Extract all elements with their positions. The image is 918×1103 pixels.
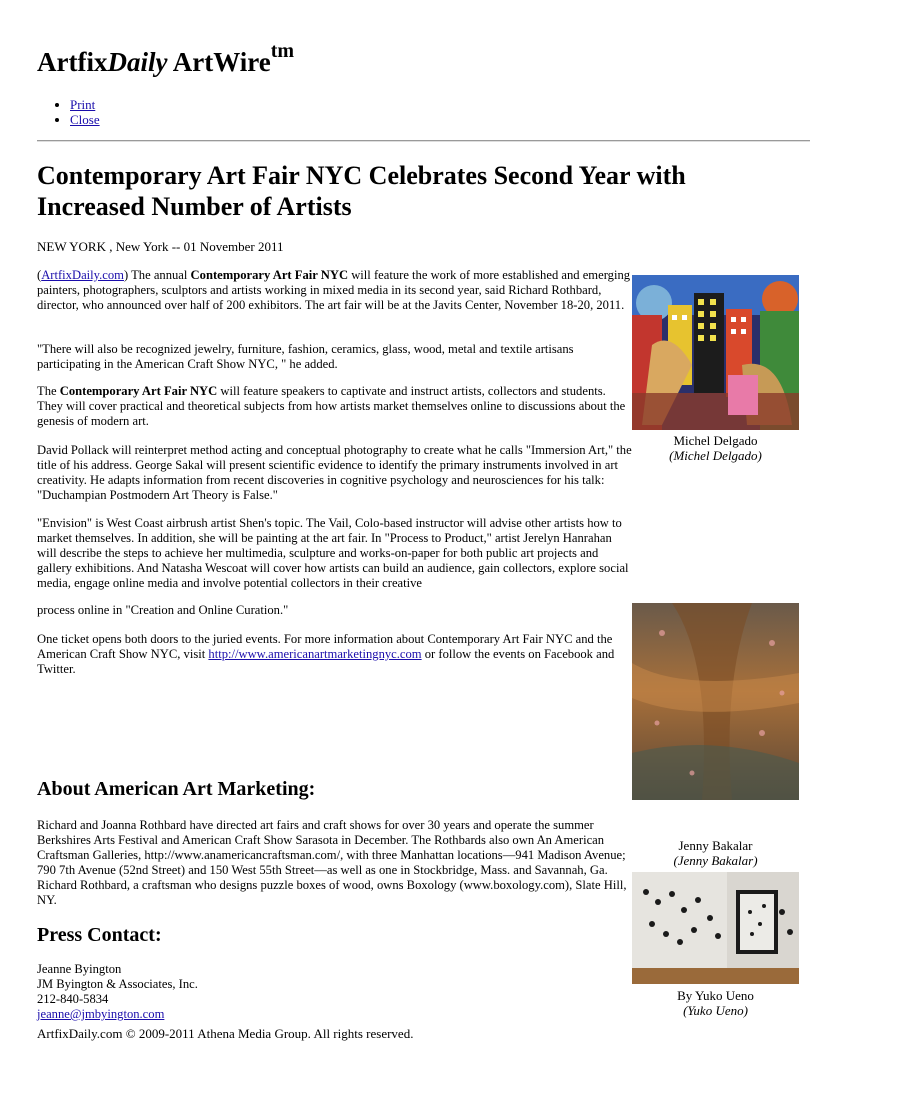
p7-rest: or follow the events on Facebook and Twitter.: [37, 647, 615, 676]
caption-credit: (Jenny Bakalar): [673, 853, 758, 868]
artfixdaily-link[interactable]: ArtfixDaily.com: [41, 268, 124, 282]
fair-name-bold: Contemporary Art Fair NYC: [59, 384, 218, 398]
figure-caption-3: [632, 988, 799, 1018]
p1-after-link: ) The annual: [123, 268, 191, 282]
about-heading: About American Art Marketing:: [37, 778, 316, 800]
p3-lead: The: [37, 384, 60, 398]
installation-ueno-image[interactable]: [632, 872, 799, 984]
caption-title: Jenny Bakalar: [678, 838, 753, 853]
article-paragraph-7: [37, 632, 632, 677]
page-actions: [40, 97, 100, 127]
painting-bakalar-image[interactable]: [632, 603, 799, 800]
article-title: Contemporary Art Fair NYC Celebrates Second Year with Increased Number of Artists: [37, 161, 686, 221]
print-link[interactable]: Print: [70, 97, 96, 112]
contact-phone: 212-840-5834: [37, 992, 109, 1006]
article-paragraph-5: "Envision" is West Coast airbrush artist Shen's topic. The Vail, Colo-based instructor will advise other artists how to market themselves. In addition, she will be painting at the art fair. In "Process to Product," artist Jerelyn Hanrahan will describe the steps to achieve her multimedia, sculpture and works-on-paper for both public art projects and gallery exhibitions. And Natasha Wescoat will cover how artists can build an audience, gain collectors, explore social media, engage online media and involve potential collectors in their creative: [37, 516, 629, 590]
close-link[interactable]: Close: [70, 112, 100, 127]
caption-credit: (Yuko Ueno): [683, 1003, 748, 1018]
contact-company: JM Byington & Associates, Inc.: [37, 977, 198, 991]
header-divider: [37, 140, 810, 142]
masthead-daily: Daily: [107, 47, 168, 77]
contact-name: Jeanne Byington: [37, 962, 122, 976]
americanartmarketing-link[interactable]: http://www.americanartmarketingnyc.com: [208, 647, 422, 661]
contact-email-link[interactable]: jeanne@jmbyington.com: [37, 1007, 165, 1021]
close-item: [70, 112, 100, 127]
p3-rest: will feature speakers to captivate and instruct artists, collectors and students. They will cover practical and theoretical subjects from how artists market themselves online to discussions about the genesis of modern art.: [37, 384, 626, 428]
fair-name-bold: Contemporary Art Fair NYC: [190, 268, 349, 282]
article-paragraph-4: David Pollack will reinterpret method acting and conceptual photography to create what he calls "Immersion Art," the title of his address. George Sakal will present scientific evidence to identify the primary instruments involved in art creativity. He adapts information from recent discoveries in cognitive psychology and neurosciences for his talk: "Duchampian Postmodern Art Theory is False.": [37, 443, 632, 502]
p1-rest: will feature the work of more established and emerging painters, photographers, sculptors and artists working in mixed media in its second year, said Richard Rothbard, director, who announced over half of 200 exhibitors. The art fair will be at the Javits Center, November 18-20, 2011.: [37, 268, 631, 312]
article-paragraph-1: [37, 268, 632, 313]
caption-title: Michel Delgado: [673, 433, 758, 448]
article-paragraph-2: "There will also be recognized jewelry, furniture, fashion, ceramics, glass, wood, metal and textile artisans participating in the American Craft Show NYC, " he added.: [37, 342, 574, 371]
trademark-mark: tm: [270, 40, 295, 62]
figure-caption-1: [632, 433, 799, 463]
caption-title: By Yuko Ueno: [677, 988, 754, 1003]
print-item: [70, 97, 100, 112]
site-masthead: [37, 40, 295, 78]
painting-delgado-image[interactable]: [632, 275, 799, 430]
press-contact-block: [37, 962, 632, 1022]
about-paragraph: Richard and Joanna Rothbard have directed art fairs and craft shows for over 30 years and operate the summer Berkshires Arts Festival and American Craft Show Sarasota in December. The Rothbards also own An American Craftsman Galleries, http://www.anamericancraftsman.com/, with three Manhattan locations—941 Madison Avenue; 790 7th Avenue (52nd Street) and 150 West 55th Street—as well as one in Stockbridge, Mass. and Savannah, Ga. Richard Rothbard, a craftsman who designs puzzle boxes of wood, owns Boxology (www.boxology.com), Slate Hill, NY.: [37, 818, 627, 907]
p7-lead: One ticket opens both doors to the juried events. For more information about Contemporary Art Fair NYC and the American Craft Show NYC, visit: [37, 632, 613, 661]
paren-open: (: [37, 268, 42, 282]
article-paragraph-6: process online in "Creation and Online Curation.": [37, 603, 289, 617]
copyright-footer: ArtfixDaily.com © 2009-2011 Athena Media Group. All rights reserved.: [37, 1026, 414, 1041]
caption-credit: (Michel Delgado): [669, 448, 762, 463]
masthead-artwire: ArtWire: [167, 47, 271, 77]
article-dateline: NEW YORK , New York -- 01 November 2011: [37, 239, 284, 254]
masthead-artfix: Artfix: [37, 47, 108, 77]
article-paragraph-3: [37, 384, 632, 429]
figure-caption-2: [632, 838, 799, 868]
press-contact-heading: Press Contact:: [37, 924, 162, 946]
